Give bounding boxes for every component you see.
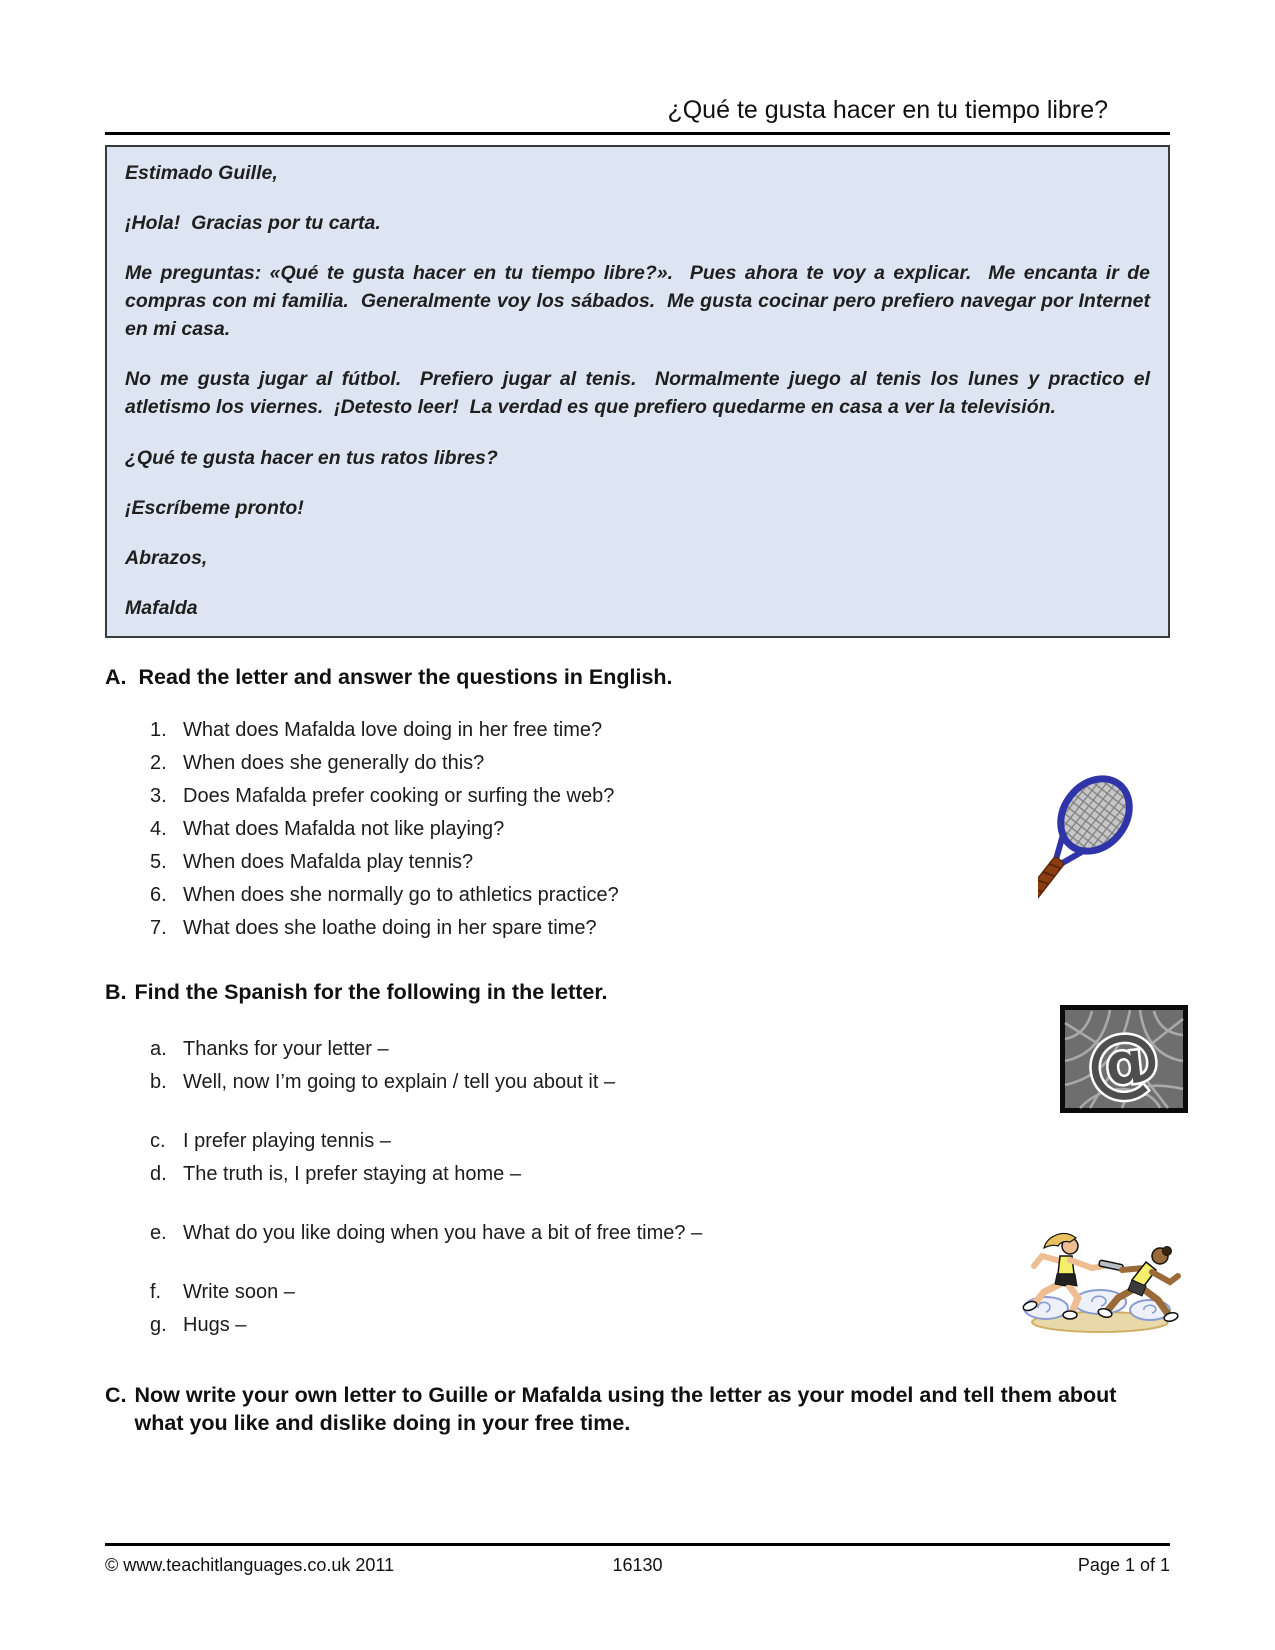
section-b-label: B. <box>105 979 127 1004</box>
tennis-racket-image <box>1038 763 1178 908</box>
header-divider <box>105 132 1170 135</box>
question-number: 1. <box>150 718 167 741</box>
question-text: When does she normally go to athletics practice? <box>183 883 619 906</box>
phrase-text: Hugs – <box>183 1313 247 1336</box>
question-text: What does she loathe doing in her spare time? <box>183 916 597 939</box>
question-text: When does Mafalda play tennis? <box>183 850 474 873</box>
question-text: What does Mafalda not like playing? <box>183 817 505 840</box>
internet-at-image <box>1060 1005 1188 1113</box>
phrase-text: I prefer playing tennis – <box>183 1129 391 1152</box>
question-item <box>150 879 1170 912</box>
section-a-question-list <box>150 714 1170 945</box>
letter-signature: Mafalda <box>125 596 198 619</box>
tennis-racket-icon <box>1038 763 1178 908</box>
phrase-item <box>150 1066 1170 1099</box>
phrase-letter: d. <box>150 1162 167 1185</box>
letter-line: ¡Hola! Gracias por tu carta. <box>125 212 381 235</box>
phrase-text: Write soon – <box>183 1280 295 1303</box>
question-item <box>150 780 1170 813</box>
section-b-heading <box>105 979 1170 1007</box>
footer-copyright: © www.teachitlanguages.co.uk 2011 <box>105 1555 395 1575</box>
phrase-letter: c. <box>150 1129 166 1152</box>
question-number: 7. <box>150 916 167 939</box>
letter-signoff: Abrazos, <box>125 546 208 569</box>
phrase-letter: b. <box>150 1070 167 1093</box>
page-title: ¿Qué te gusta hacer en tu tiempo libre? <box>667 96 1108 124</box>
section-c-label: C. <box>105 1382 127 1407</box>
phrase-text: Well, now I’m going to explain / tell you about it – <box>183 1070 616 1093</box>
at-symbol-icon <box>1060 1005 1188 1113</box>
question-item <box>150 813 1170 846</box>
phrase-item <box>150 1125 1170 1158</box>
phrase-letter: a. <box>150 1037 167 1060</box>
phrase-letter: g. <box>150 1313 167 1336</box>
section-c-title: Now write your own letter to Guille or Mafalda using the letter as your model and tell them about what you like and dislike doing in your free time. <box>134 1382 1117 1435</box>
letter-line: ¡Escríbeme pronto! <box>125 496 304 519</box>
section-a-label: A. <box>105 664 127 689</box>
footer-page-number: Page 1 of 1 <box>1077 1555 1170 1575</box>
letter-question: ¿Qué te gusta hacer en tus ratos libres? <box>125 446 498 469</box>
question-number: 3. <box>150 784 167 807</box>
section-b-title: Find the Spanish for the following in the letter. <box>134 979 608 1004</box>
phrase-letter: f. <box>150 1280 162 1303</box>
phrase-item <box>150 1158 1170 1191</box>
question-number: 2. <box>150 751 167 774</box>
question-text: When does she generally do this? <box>183 751 485 774</box>
question-number: 6. <box>150 883 167 906</box>
section-a-heading <box>105 664 1170 692</box>
letter-paragraph: No me gusta jugar al fútbol. Prefiero jugar al tenis. Normalmente juego al tenis los lunes y practico el atletismo los viernes. ¡Detesto leer! La verdad es que prefiero quedarme en casa a ver la televisión. <box>125 368 1156 419</box>
svg-text:@: @ <box>1081 1015 1165 1109</box>
letter-greeting: Estimado Guille, <box>125 162 278 184</box>
question-number: 4. <box>150 817 167 840</box>
section-c-heading <box>105 1382 1145 1438</box>
phrase-letter: e. <box>150 1221 167 1244</box>
relay-runners-image <box>1008 1226 1186 1334</box>
phrase-item <box>150 1033 1170 1066</box>
phrase-text: What do you like doing when you have a bit of free time? – <box>183 1221 703 1244</box>
letter-box <box>105 145 1170 638</box>
question-item <box>150 714 1170 747</box>
page-footer <box>105 1543 1170 1576</box>
question-item <box>150 912 1170 945</box>
section-a-title: Read the letter and answer the questions in English. <box>138 664 673 689</box>
question-text: Does Mafalda prefer cooking or surfing the web? <box>183 784 615 807</box>
question-item <box>150 747 1170 780</box>
question-text: What does Mafalda love doing in her free time? <box>183 718 603 741</box>
runners-icon <box>1008 1226 1186 1334</box>
question-item <box>150 846 1170 879</box>
question-number: 5. <box>150 850 167 873</box>
letter-paragraph: Me preguntas: «Qué te gusta hacer en tu tiempo libre?». Pues ahora te voy a explicar. Me encanta ir de compras con mi familia. Generalmente voy los sábados. Me gusta cocinar pero prefiero navegar por Internet en mi casa. <box>125 262 1156 341</box>
footer-doc-id: 16130 <box>612 1555 663 1575</box>
phrase-text: The truth is, I prefer staying at home – <box>183 1162 521 1185</box>
phrase-text: Thanks for your letter – <box>183 1037 389 1060</box>
